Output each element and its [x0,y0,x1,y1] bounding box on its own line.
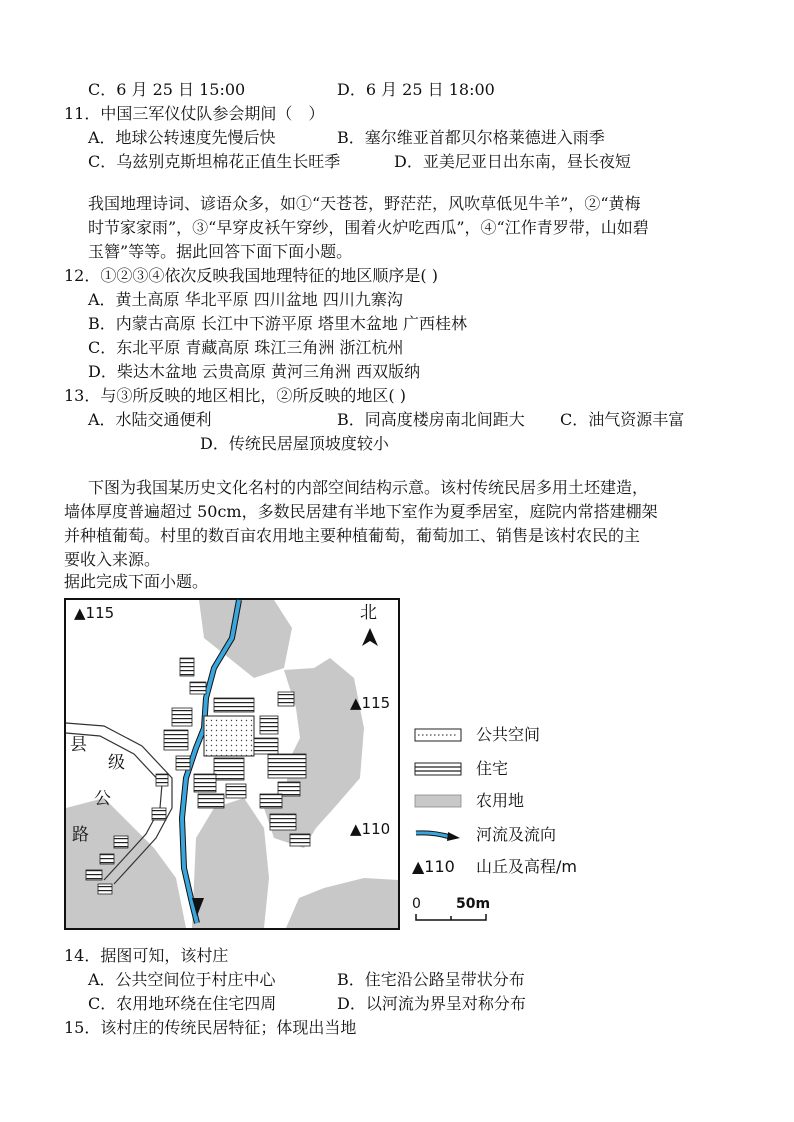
q12-option-b: B．内蒙古高原 长江中下游平原 塔里木盆地 广西桂林 [88,314,468,333]
q12-option-d: D．柴达木盆地 云贵高原 黄河三角洲 西双版纳 [88,362,421,381]
q14-option-d: D．以河流为界呈对称分布 [337,994,526,1013]
q14-stem: 14．据图可知，该村庄 [64,946,229,965]
housing-symbol [414,762,462,776]
road-label-4: 路 [72,825,89,845]
passage1-line2: 时节家家雨”，③“早穿皮袄午穿纱，围着火炉吃西瓜”，④“江作青罗带，山如碧 [88,218,649,237]
q13-option-c: C．油气资源丰富 [560,410,685,429]
legend-public-space-label: 公共空间 [476,725,541,744]
q11-stem: 11．中国三军仪仗队参会期间（ ） [64,104,325,123]
public-space [204,716,254,756]
passage1-line1: 我国地理诗词、谚语众多，如①“天苍苍，野茫茫，风吹草低见牛羊”，②“黄梅 [88,194,641,213]
q13-option-d: D．传统民居屋顶坡度较小 [200,434,389,453]
q13-option-b: B．同高度楼房南北间距大 [337,410,525,429]
q11-option-b: B．塞尔维亚首都贝尔格莱德进入雨季 [337,128,605,147]
q14-option-c: C．农用地环绕在住宅四周 [88,994,277,1013]
q14-option-a: A．公共空间位于村庄中心 [88,970,276,989]
road-label-2: 级 [108,753,125,773]
scale-bar [408,894,508,924]
map-legend [408,718,608,918]
scale-label: 50m [456,896,491,912]
public-space-symbol [414,728,462,742]
north-label: 北 [360,603,377,623]
q11-option-c: C．乌兹别克斯坦棉花正值生长旺季 [88,152,341,171]
road-label-1: 县 [70,735,87,755]
q15-stem: 15．该村庄的传统民居特征；体现出当地 [64,1018,357,1037]
q12-option-c: C．东北平原 青藏高原 珠江三角洲 浙江杭州 [88,338,404,357]
hill-right-upper: ▲115 [350,694,391,712]
legend-river-label: 河流及流向 [476,825,557,844]
q13-stem: 13．与③所反映的地区相比，②所反映的地区( ) [64,386,406,405]
passage2-line2: 墙体厚度普遍超过 50cm，多数民居建有半地下室作为夏季居室，庭院内常搭建棚架 [64,502,658,521]
legend-housing-label: 住宅 [476,759,509,778]
q10-option-c: C．6 月 25 日 15:00 [88,80,246,99]
passage2-line5: 据此完成下面小题。 [64,572,209,591]
hill-topleft: ▲115 [74,604,115,622]
legend-hill [408,856,608,878]
legend-farmland-label: 农用地 [476,791,525,810]
q12-stem: 12．①②③④依次反映我国地理特征的地区顺序是( ) [64,266,438,285]
road-label-3: 公 [94,789,111,809]
passage2-line4: 要收入来源。 [64,550,161,569]
farmland-symbol [414,794,462,808]
q11-option-d: D．亚美尼亚日出东南，昼长夜短 [394,152,631,171]
hill-right-lower: ▲110 [350,820,391,838]
legend-hill-label: 山丘及高程/m [476,857,577,876]
q12-option-a: A．黄土高原 华北平原 四川盆地 四川九寨沟 [88,290,403,309]
q11-option-a: A．地球公转速度先慢后快 [88,128,276,147]
q13-option-a: A．水陆交通便利 [88,410,212,429]
passage1-line3: 玉簪”等等。据此回答下面下面小题。 [88,242,353,261]
q14-option-b: B．住宅沿公路呈带状分布 [337,970,525,989]
legend-hill-sample: ▲110 [412,857,455,876]
scale-zero: 0 [412,896,421,912]
river-flow-icon [414,828,462,842]
village-map [64,598,400,930]
passage2-line1: 下图为我国某历史文化名村的内部空间结构示意。该村传统民居多用土坯建造， [88,478,649,497]
passage2-line3: 并种植葡萄。村里的数百亩农用地主要种植葡萄，葡萄加工、销售是该村农民的主 [64,526,641,545]
q10-option-d: D．6 月 25 日 18:00 [337,80,495,99]
